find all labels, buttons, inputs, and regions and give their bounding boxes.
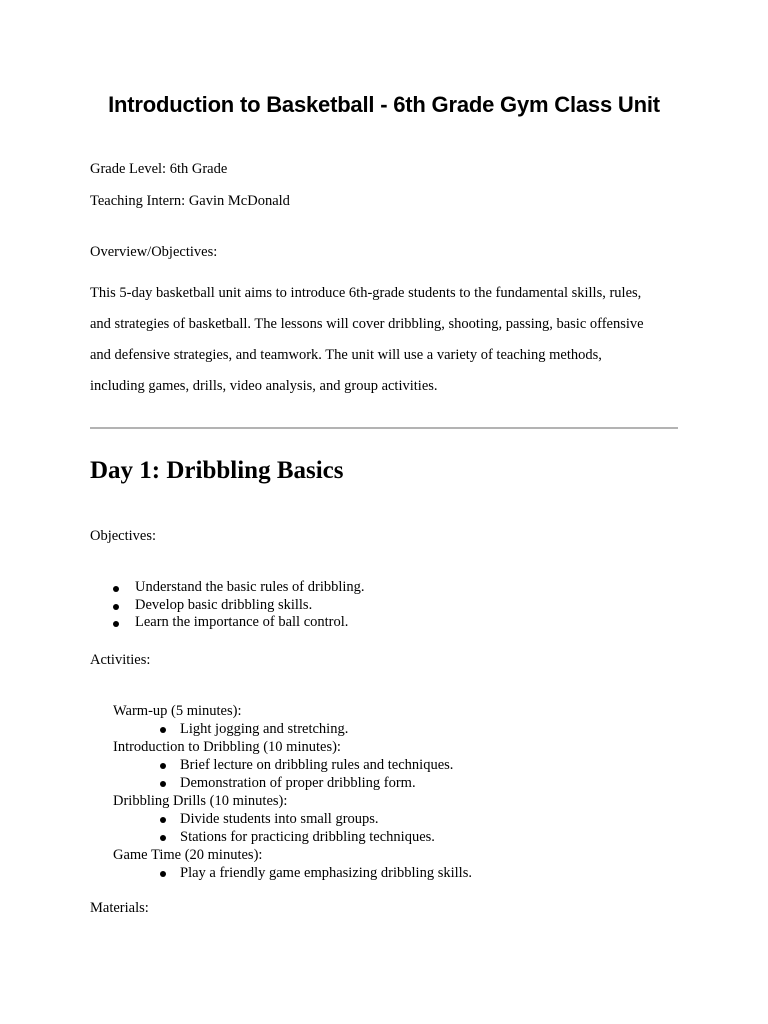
- day1-materials-label: Materials:: [90, 900, 149, 916]
- activity-item: Light jogging and stretching.: [113, 720, 472, 738]
- activity-item: Divide students into small groups.: [113, 810, 472, 828]
- overview-label: Overview/Objectives:: [90, 244, 218, 260]
- horizontal-divider: [90, 427, 678, 429]
- activity-items: [113, 810, 472, 846]
- day1-objectives-list: [90, 579, 365, 632]
- bullet-icon: [160, 781, 166, 787]
- activity-items: [113, 756, 472, 792]
- bullet-icon: [160, 835, 166, 841]
- overview-line: This 5-day basketball unit aims to introduce 6th-grade students to the fundamental skills, rules,: [90, 285, 642, 301]
- bullet-icon: [160, 763, 166, 769]
- activity-item: Play a friendly game emphasizing dribbling skills.: [113, 864, 472, 882]
- activity-items: [113, 720, 472, 738]
- overview-line: and strategies of basketball. The lessons will cover dribbling, shooting, passing, basic offensive: [90, 316, 644, 332]
- activity-title: Dribbling Drills (10 minutes):: [113, 793, 288, 809]
- activity-title: Warm-up (5 minutes):: [113, 703, 242, 719]
- activity-item: Demonstration of proper dribbling form.: [113, 774, 472, 792]
- activity-item: Brief lecture on dribbling rules and techniques.: [113, 756, 472, 774]
- bullet-icon: [160, 727, 166, 733]
- bullet-icon: [113, 586, 119, 592]
- objective-item: Develop basic dribbling skills.: [90, 597, 365, 615]
- overview-line: and defensive strategies, and teamwork. The unit will use a variety of teaching methods,: [90, 347, 602, 363]
- activity-item: Stations for practicing dribbling techniques.: [113, 828, 472, 846]
- overview-paragraph: [90, 284, 680, 408]
- overview-line: including games, drills, video analysis, and group activities.: [90, 378, 438, 394]
- day1-activities-label: Activities:: [90, 652, 151, 668]
- objective-item: Understand the basic rules of dribbling.: [90, 579, 365, 597]
- bullet-icon: [113, 604, 119, 610]
- day1-heading: Day 1: Dribbling Basics: [90, 457, 344, 484]
- activity-items: [113, 864, 472, 882]
- day1-activities-list: [113, 702, 472, 882]
- objective-item: Learn the importance of ball control.: [90, 614, 365, 632]
- bullet-icon: [160, 817, 166, 823]
- document-title: Introduction to Basketball - 6th Grade Gym Class Unit: [108, 92, 660, 117]
- bullet-icon: [113, 621, 119, 627]
- activity-title: Game Time (20 minutes):: [113, 847, 263, 863]
- day1-objectives-label: Objectives:: [90, 528, 157, 544]
- grade-level-text: Grade Level: 6th Grade: [90, 161, 228, 177]
- bullet-icon: [160, 871, 166, 877]
- teaching-intern-text: Teaching Intern: Gavin McDonald: [90, 193, 290, 209]
- activity-title: Introduction to Dribbling (10 minutes):: [113, 739, 341, 755]
